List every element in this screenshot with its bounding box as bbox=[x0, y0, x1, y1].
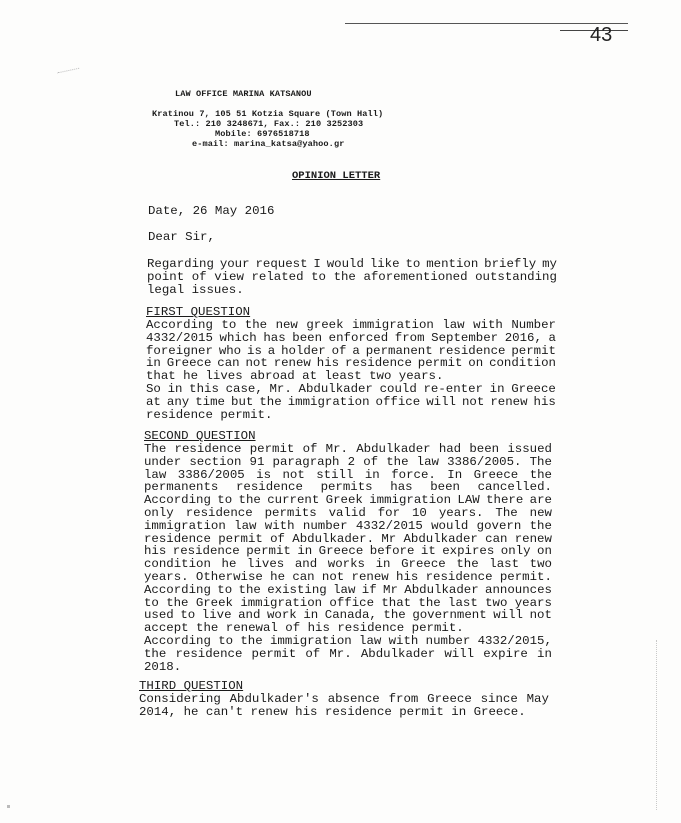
text-line: law 3386/2005 is not still in force. In Greece the bbox=[144, 467, 552, 482]
second-question-heading: SECOND QUESTION bbox=[144, 429, 256, 443]
text-line: condition he lives and works in Greece the last two bbox=[144, 557, 552, 572]
intro-paragraph bbox=[147, 258, 557, 296]
scan-edge-mark bbox=[656, 640, 658, 810]
letterhead-phones: Tel.: 210 3248671, Fax.: 210 3252303 bbox=[174, 119, 364, 129]
text-line: to the Greek immigration office that the last two years bbox=[144, 595, 552, 610]
third-question-heading: THIRD QUESTION bbox=[139, 679, 244, 693]
second-question-body bbox=[144, 443, 552, 673]
page-number: 43 bbox=[590, 24, 613, 46]
date-line: Date, 26 May 2016 bbox=[148, 204, 275, 218]
text-line: immigration law with number 4332/2015 would govern the bbox=[144, 518, 552, 533]
scan-speck bbox=[7, 805, 10, 808]
text-line: residence permit. bbox=[146, 407, 273, 422]
text-line: According to the new greek immigration law with Number bbox=[146, 318, 556, 332]
intro-line: legal issues. bbox=[147, 282, 244, 297]
text-line: in Greece can not renew his residence permit on condition bbox=[146, 356, 556, 371]
third-question-body bbox=[139, 693, 549, 719]
text-line: used to live and work in Canada, the government will not bbox=[144, 608, 552, 623]
text-line: that he lives abroad at least two years. bbox=[146, 369, 444, 384]
intro-line: Regarding your request I would like to mention briefly my bbox=[147, 257, 557, 271]
text-line: According to the current Greek immigration LAW there are bbox=[144, 493, 552, 508]
text-line: at any time but the immigration office will not renew his bbox=[146, 394, 556, 409]
text-line: permanents residence permits has been cancelled. bbox=[144, 480, 552, 495]
document-title: OPINION LETTER bbox=[292, 170, 381, 182]
intro-line: point of view related to the aforementioned outstanding bbox=[147, 269, 557, 284]
text-line: foreigner who is a holder of a permanent residence permit bbox=[146, 343, 556, 358]
text-line: his residence permit in Greece before it expires only on bbox=[144, 544, 552, 559]
letterhead-office: LAW OFFICE MARINA KATSANOU bbox=[175, 89, 312, 99]
top-rule bbox=[345, 23, 628, 24]
first-question-heading: FIRST QUESTION bbox=[146, 305, 251, 319]
text-line: According to the immigration law with number 4332/2015, bbox=[144, 633, 552, 648]
text-line: Considering Abdulkader's absence from Greece since May bbox=[139, 692, 549, 706]
salutation: Dear Sir, bbox=[148, 230, 215, 244]
text-line: under section 91 paragraph 2 of the law 3386/2005. The bbox=[144, 454, 552, 469]
letterhead-email: e-mail: marina_katsa@yahoo.gr bbox=[192, 139, 345, 149]
text-line: years. Otherwise he can not renew his residence permit. bbox=[144, 569, 552, 584]
text-line: accept the renewal of his residence permit. bbox=[144, 621, 464, 636]
letterhead-address: Kratinou 7, 105 51 Kotzia Square (Town Hall) bbox=[152, 109, 384, 119]
text-line: So in this case, Mr. Abdulkader could re-enter in Greece bbox=[146, 381, 556, 396]
text-line: The residence permit of Mr. Abdulkader had been issued bbox=[144, 442, 552, 456]
first-question-body bbox=[146, 319, 556, 421]
text-line: residence permit of Abdulkader. Mr Abdulkader can renew bbox=[144, 531, 552, 546]
letterhead-mobile: Mobile: 6976518718 bbox=[215, 129, 310, 139]
text-line: According to the existing law if Mr Abdulkader announces bbox=[144, 582, 552, 597]
text-line: 2014, he can't renew his residence permit in Greece. bbox=[139, 704, 526, 719]
text-line: 4332/2015 which has been enforced from September 2016, a bbox=[146, 330, 556, 345]
text-line: the residence permit of Mr. Abdulkader will expire in bbox=[144, 646, 552, 661]
text-line: only residence permits valid for 10 years. The new bbox=[144, 505, 552, 520]
scan-mark bbox=[58, 68, 81, 79]
text-line: 2018. bbox=[144, 659, 182, 674]
